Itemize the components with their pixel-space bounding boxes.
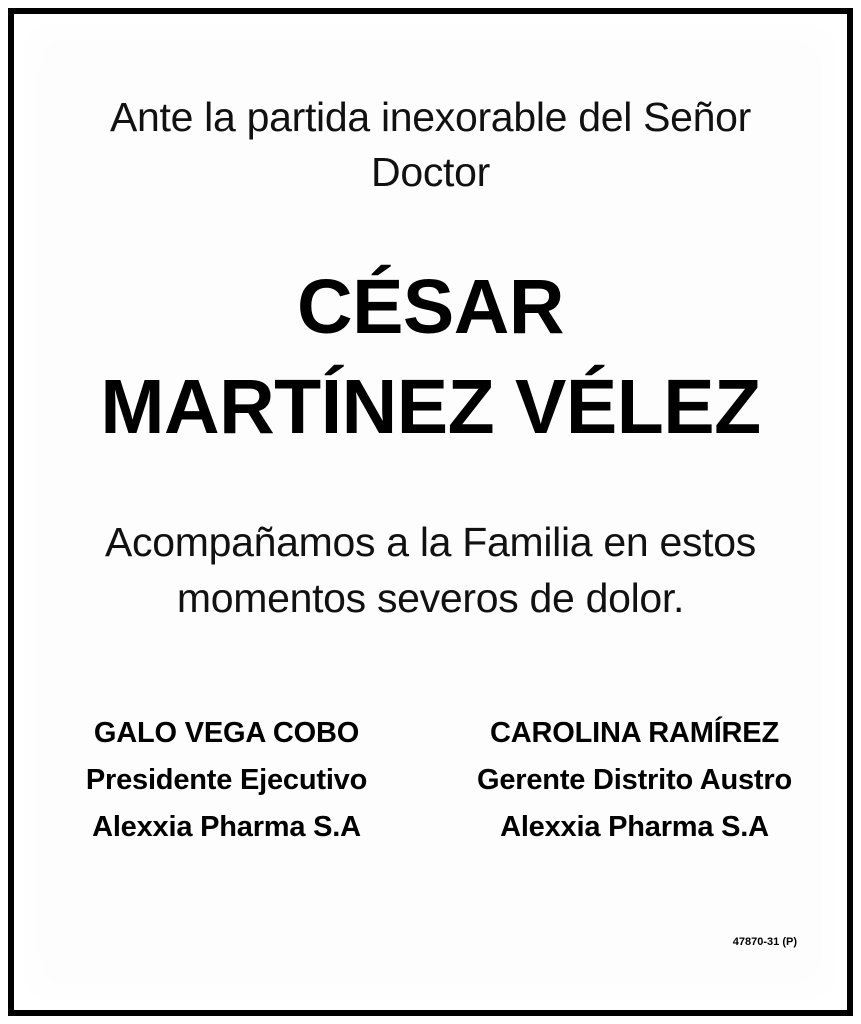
signatory-company: Alexxia Pharma S.A bbox=[500, 811, 769, 844]
signatory-role: Gerente Distrito Austro bbox=[477, 764, 792, 797]
obituary-notice-frame bbox=[8, 8, 853, 1016]
deceased-name bbox=[31, 257, 831, 457]
deceased-name-line-2: MARTÍNEZ VÉLEZ bbox=[100, 364, 761, 451]
signatory-name: CAROLINA RAMÍREZ bbox=[490, 716, 779, 749]
reference-code: 47870-31 (P) bbox=[732, 936, 797, 948]
signatory-name: GALO VEGA COBO bbox=[93, 716, 360, 749]
deceased-name-line-1: CÉSAR bbox=[296, 264, 565, 351]
signatory-company: Alexxia Pharma S.A bbox=[92, 811, 361, 844]
notice-intro-text: Ante la partida inexorable del Señor Doctor bbox=[109, 94, 752, 195]
condolence-text: Acompañamos a la Familia en estos momentos severos de dolor. bbox=[105, 519, 756, 621]
signatories-block bbox=[41, 710, 821, 852]
obituary-notice-paper bbox=[14, 14, 847, 1010]
signatory-entry bbox=[41, 710, 413, 852]
signatory-role: Presidente Ejecutivo bbox=[85, 764, 368, 797]
signatory-entry bbox=[449, 710, 821, 852]
